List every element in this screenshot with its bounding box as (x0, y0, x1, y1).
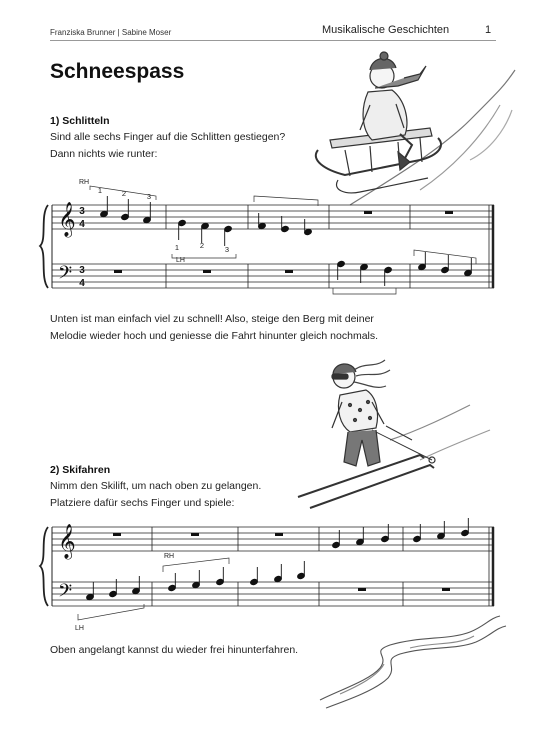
whole-rest (191, 533, 199, 536)
finger-number: 1 (174, 243, 180, 252)
page-number: 1 (485, 24, 492, 36)
rh-finger-bracket (163, 558, 229, 572)
section-1-outro-line: Melodie wieder hoch und geniesse die Fahrt hinunter gleich nochmals. (50, 330, 379, 342)
bass-staff-2 (52, 582, 494, 606)
bass-clef-icon: 𝄢 (58, 581, 73, 606)
lh-finger-bracket (78, 604, 144, 620)
whole-rest (364, 211, 372, 214)
section-2-intro-line: Platziere dafür sechs Finger und spiele: (50, 497, 235, 509)
finger-number: 1 (97, 186, 103, 195)
grand-staff-brace-1 (40, 205, 48, 288)
section-1-intro-line: Sind alle sechs Finger auf die Schlitten gestiegen? (50, 131, 286, 143)
whole-rest (285, 270, 293, 273)
treble-staff-2 (52, 527, 494, 551)
measure-3-notes (258, 213, 313, 236)
time-sig-bottom: 4 (79, 278, 85, 289)
staff-system-1 (52, 205, 494, 288)
header-authors: Franziska Brunner | Sabine Moser (50, 28, 172, 37)
finger-number: 2 (121, 189, 127, 198)
time-sig-bottom: 4 (79, 219, 85, 230)
phrase-bracket (333, 288, 396, 294)
whole-rest (113, 533, 121, 536)
section-2-outro-line: Oben angelangt kannst du wieder frei hinunterfahren. (50, 644, 299, 656)
treble-clef-icon: 𝄞 (58, 524, 76, 559)
whole-rest (114, 270, 122, 273)
header-book-title: Musikalische Geschichten (322, 24, 450, 36)
section-1-outro-line: Unten ist man einfach viel zu schnell! Also, steige den Berg mit deiner (50, 313, 374, 325)
rh-label: RH (79, 179, 90, 186)
phrase-bracket (254, 196, 318, 206)
section-1-heading: 1) Schlitteln (50, 115, 110, 127)
bass-staff-1 (52, 264, 494, 288)
finger-number: 3 (224, 245, 230, 254)
phrase-bracket (414, 250, 476, 264)
section-2-heading: 2) Skifahren (50, 464, 111, 476)
child-on-sled-illustration (316, 52, 515, 205)
whole-rest (275, 533, 283, 536)
whole-rest (203, 270, 211, 273)
grand-staff-brace-2 (40, 527, 48, 606)
skier-illustration (298, 360, 490, 508)
time-sig-top: 3 (79, 206, 85, 217)
bass-clef-icon: 𝄢 (58, 263, 73, 288)
staff-system-2 (52, 527, 494, 606)
whole-rest (358, 588, 366, 591)
rh-label: RH (164, 553, 175, 560)
whole-rest (445, 211, 453, 214)
whole-rest (442, 588, 450, 591)
lh-label: LH (75, 625, 84, 632)
section-1-intro-line: Dann nichts wie runter: (50, 148, 158, 160)
ski-tracks-illustration (320, 616, 506, 708)
finger-number: 2 (199, 241, 205, 250)
treble-clef-icon: 𝄞 (58, 202, 76, 237)
section-2-intro-line: Nimm den Skilift, um nach oben zu gelangen. (50, 480, 262, 492)
lh-label: LH (176, 257, 185, 264)
treble-staff-1 (52, 205, 494, 229)
page-title: Schneespass (50, 60, 185, 83)
finger-number: 3 (146, 192, 152, 201)
time-sig-top: 3 (79, 265, 85, 276)
measure-1-notes (100, 196, 152, 224)
